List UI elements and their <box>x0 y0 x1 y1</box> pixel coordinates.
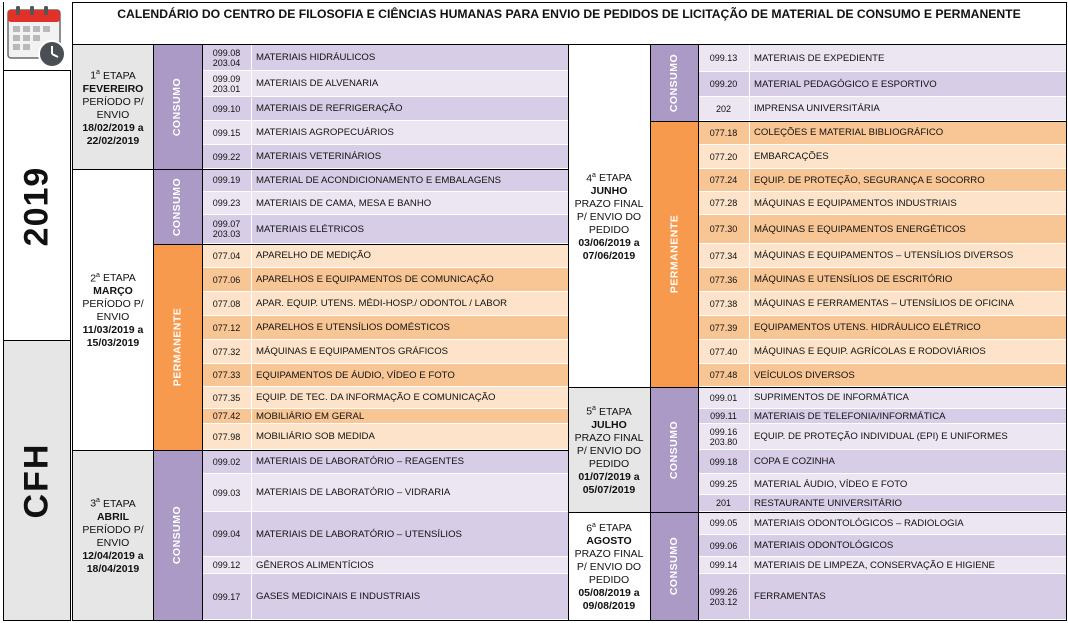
left-code-cell: 099.23 <box>202 192 252 215</box>
etapa-heading <box>586 519 632 536</box>
grid-line <box>3 620 71 621</box>
etapa-word: ETAPA <box>102 69 136 82</box>
grid-line <box>3 340 71 341</box>
left-code-cell: 077.08 <box>202 292 252 316</box>
grid-line <box>698 44 699 621</box>
etapa-month: AGOSTO <box>586 535 632 548</box>
etapa-line3: PEDIDO <box>588 457 630 470</box>
right-code-cell: 077.20 <box>698 145 750 169</box>
left-code-cell: 077.42 <box>202 409 252 424</box>
etapa-word: ETAPA <box>598 172 632 185</box>
side-panel-year <box>4 72 70 340</box>
left-category-cell: MATERIAIS DE LABORATÓRIO – VIDRARIA <box>252 474 568 512</box>
page-title: CALENDÁRIO DO CENTRO DE FILOSOFIA E CIÊNCIAS HUMANAS PARA ENVIO DE PEDIDOS DE LICITAÇÃO DE MATERIAL DE CONSUMO E PERMANENTE <box>117 7 1021 21</box>
etapa-line2: P/ ENVIO DO <box>576 444 642 457</box>
permanente-group-label-text: PERMANENTE <box>668 214 681 294</box>
etapa-line1: PRAZO FINAL <box>574 198 644 211</box>
etapa-heading <box>586 169 632 186</box>
code-line: 099.26 <box>709 586 738 597</box>
left-code-cell: 077.06 <box>202 268 252 292</box>
etapa-cell-2 <box>73 169 153 450</box>
right-category-cell: MÁQUINAS E EQUIPAMENTOS – UTENSÍLIOS DIVERSOS <box>750 244 1066 268</box>
code-line: 203.12 <box>709 596 738 607</box>
left-code-cell: 077.04 <box>202 244 252 268</box>
left-code-cell: 099.15 <box>202 121 252 145</box>
right-category-cell: IMPRENSA UNIVERSITÁRIA <box>750 97 1066 121</box>
consumo-group-label <box>650 45 698 121</box>
grid-line <box>70 70 71 621</box>
etapa-d1: 18/02/2019 a <box>82 121 144 134</box>
left-category-cell: APARELHOS E UTENSÍLIOS DOMÉSTICOS <box>252 316 568 340</box>
code-line: 099.07 <box>212 219 241 229</box>
left-category-cell: GASES MEDICINAIS E INDUSTRIAIS <box>252 574 568 620</box>
etapa-word: ETAPA <box>102 497 136 510</box>
grid-line <box>568 44 569 621</box>
etapa-d2: 05/07/2019 <box>582 483 636 496</box>
etapa-number: 4 <box>586 172 593 185</box>
grid-line <box>3 70 71 71</box>
right-category-cell: COLEÇÕES E MATERIAL BIBLIOGRÁFICO <box>750 121 1066 145</box>
grid-line <box>650 44 651 621</box>
grid-line <box>202 44 203 621</box>
left-category-cell: EQUIPAMENTOS DE ÁUDIO, VÍDEO E FOTO <box>252 364 568 387</box>
left-category-cell: MOBILIÁRIO SOB MEDIDA <box>252 424 568 450</box>
left-code-cell: 077.98 <box>202 424 252 450</box>
right-category-cell: MÁQUINAS E UTENSÍLIOS DE ESCRITÓRIO <box>750 268 1066 292</box>
etapa-number: 6 <box>586 522 593 535</box>
right-category-cell: MATERIAIS ODONTOLÓGICOS – RADIOLOGIA <box>750 512 1066 535</box>
etapa-month: FEVEREIRO <box>82 82 144 95</box>
etapa-d2: 18/04/2019 <box>86 562 140 575</box>
left-category-cell: MÁQUINAS E EQUIPAMENTOS GRÁFICOS <box>252 340 568 364</box>
etapa-line2: P/ ENVIO DO <box>576 211 642 224</box>
etapa-line1: PERÍODO P/ <box>82 95 144 108</box>
right-category-cell: RESTAURANTE UNIVERSITÁRIO <box>750 495 1066 512</box>
etapa-d1: 12/04/2019 a <box>82 549 144 562</box>
right-code-cell: 099.05 <box>698 512 750 535</box>
etapa-line1: PERÍODO P/ <box>82 523 144 536</box>
consumo-group-label-text: CONSUMO <box>668 420 680 479</box>
right-category-cell: EQUIP. DE PROTEÇÃO, SEGURANÇA E SOCORRO <box>750 169 1066 192</box>
right-category-cell: COPA E COZINHA <box>750 450 1066 474</box>
grid-line <box>153 44 154 621</box>
grid-line <box>568 512 650 513</box>
etapa-line2: ENVIO <box>96 311 130 324</box>
etapa-word: ETAPA <box>598 405 632 418</box>
left-category-cell: MATERIAIS AGROPECUÁRIOS <box>252 121 568 145</box>
right-code-cell: 099.25 <box>698 474 750 495</box>
right-code-cell: 077.38 <box>698 292 750 316</box>
right-code-cell: 077.24 <box>698 169 750 192</box>
grid-line <box>153 450 568 451</box>
left-category-cell: MATERIAIS DE CAMA, MESA E BANHO <box>252 192 568 215</box>
left-category-cell: MATERIAIS DE REFRIGERAÇÃO <box>252 97 568 121</box>
consumo-group-label-text: CONSUMO <box>171 177 184 236</box>
etapa-d2: 22/02/2019 <box>86 134 140 147</box>
code-line: 203.04 <box>212 57 241 68</box>
etapa-number: 5 <box>586 405 593 418</box>
left-code-cell: 077.33 <box>202 364 252 387</box>
right-category-cell: MATERIAL ÁUDIO, VÍDEO E FOTO <box>750 474 1066 495</box>
etapa-cell-1 <box>73 45 153 169</box>
unit-label: CFH <box>17 442 56 518</box>
consumo-group-label-text: CONSUMO <box>668 53 680 113</box>
consumo-group-label <box>153 169 202 244</box>
etapa-ordinal: a <box>592 521 596 529</box>
left-category-cell: MATERIAIS HIDRÁULICOS <box>252 45 568 71</box>
code-line: 099.08 <box>212 47 241 58</box>
grid-line <box>650 512 1066 513</box>
right-code-cell: 077.48 <box>698 364 750 387</box>
left-code-cell <box>202 71 252 97</box>
right-code-cell: 077.40 <box>698 340 750 364</box>
etapa-line3: PEDIDO <box>588 574 630 587</box>
left-category-cell: MATERIAIS ELÉTRICOS <box>252 215 568 244</box>
etapa-word: ETAPA <box>102 272 136 285</box>
etapa-ordinal: a <box>592 405 596 413</box>
left-category-cell: APARELHOS E EQUIPAMENTOS DE COMUNICAÇÃO <box>252 268 568 292</box>
left-code-cell <box>202 45 252 71</box>
right-category-cell: EQUIPAMENTOS UTENS. HIDRÁULICO ELÉTRICO <box>750 316 1066 340</box>
etapa-d1: 05/08/2019 a <box>578 587 640 600</box>
consumo-group-label-text: CONSUMO <box>171 505 184 565</box>
code-line: 099.09 <box>212 73 241 84</box>
left-category-cell: APAR. EQUIP. UTENS. MÉDI-HOSP./ ODONTOL / LABOR <box>252 292 568 316</box>
right-code-cell: 099.20 <box>698 72 750 97</box>
right-code-cell: 077.30 <box>698 215 750 244</box>
right-category-cell: MATERIAIS DE LIMPEZA, CONSERVAÇÃO E HIGIENE <box>750 557 1066 574</box>
etapa-ordinal: a <box>592 171 596 179</box>
right-code-cell: 077.39 <box>698 316 750 340</box>
right-category-cell: MÁQUINAS E EQUIPAMENTOS INDUSTRIAIS <box>750 192 1066 215</box>
right-code-cell: 077.28 <box>698 192 750 215</box>
consumo-group-label <box>153 450 202 620</box>
left-code-cell <box>202 215 252 244</box>
grid-line <box>72 620 1067 621</box>
right-category-cell: MATERIAIS ODONTOLÓGICOS <box>750 535 1066 557</box>
etapa-cell-5 <box>568 387 650 512</box>
grid-line <box>650 121 1066 122</box>
etapa-line1: PERÍODO P/ <box>82 298 144 311</box>
etapa-d1: 01/07/2019 a <box>578 470 640 483</box>
right-code-cell: 077.18 <box>698 121 750 145</box>
right-code-cell: 099.01 <box>698 387 750 409</box>
calendar-icon <box>4 4 70 70</box>
etapa-month: JULHO <box>591 418 627 431</box>
code-line: 203.03 <box>212 229 241 239</box>
right-category-cell: MÁQUINAS E EQUIP. AGRÍCOLAS E RODOVIÁRIOS <box>750 340 1066 364</box>
grid-line <box>73 169 153 170</box>
right-code-cell: 099.06 <box>698 535 750 557</box>
etapa-heading <box>90 269 136 286</box>
left-code-cell: 077.12 <box>202 316 252 340</box>
grid-line <box>72 44 1067 45</box>
grid-line <box>72 2 1067 3</box>
grid-line <box>568 387 650 388</box>
etapa-cell-3 <box>73 450 153 620</box>
grid-line <box>72 2 73 621</box>
code-line: 203.01 <box>212 83 241 94</box>
etapa-d2: 09/08/2019 <box>582 600 636 613</box>
right-code-cell: 202 <box>698 97 750 121</box>
etapa-word: ETAPA <box>598 522 632 535</box>
left-category-cell: MATERIAL DE ACONDICIONAMENTO E EMBALAGENS <box>252 169 568 192</box>
etapa-line1: PRAZO FINAL <box>574 548 644 561</box>
left-code-cell: 099.22 <box>202 145 252 169</box>
right-code-cell <box>698 424 750 450</box>
permanente-group-label-text: PERMANENTE <box>171 307 184 387</box>
consumo-group-label <box>153 45 202 169</box>
permanente-group-label <box>153 244 202 450</box>
left-code-cell: 077.35 <box>202 387 252 409</box>
etapa-number: 3 <box>90 497 97 510</box>
grid-line <box>1066 2 1067 621</box>
left-category-cell: MATERIAIS VETERINÁRIOS <box>252 145 568 169</box>
right-code-cell: 099.18 <box>698 450 750 474</box>
etapa-d1: 03/06/2019 a <box>578 237 640 250</box>
grid-line <box>650 387 1066 388</box>
etapa-d1: 11/03/2019 a <box>82 324 144 337</box>
etapa-month: JUNHO <box>590 185 628 198</box>
right-category-cell: MÁQUINAS E FERRAMENTAS – UTENSÍLIOS DE OFICINA <box>750 292 1066 316</box>
consumo-group-label-text: CONSUMO <box>668 536 680 596</box>
right-code-cell: 077.36 <box>698 268 750 292</box>
left-category-cell: MATERIAIS DE LABORATÓRIO – REAGENTES <box>252 450 568 474</box>
etapa-cell-6 <box>568 512 650 620</box>
left-code-cell: 099.04 <box>202 512 252 557</box>
right-code-cell: 099.14 <box>698 557 750 574</box>
etapa-line2: ENVIO <box>96 108 130 121</box>
consumo-group-label-text: CONSUMO <box>171 77 184 137</box>
grid-line <box>3 2 4 621</box>
left-category-cell: MOBILIÁRIO EM GERAL <box>252 409 568 424</box>
right-code-cell <box>698 574 750 620</box>
right-category-cell: MÁQUINAS E EQUIPAMENTOS ENERGÉTICOS <box>750 215 1066 244</box>
etapa-ordinal: a <box>96 497 100 505</box>
code-line: 203.80 <box>709 436 738 447</box>
etapa-d2: 15/03/2019 <box>86 337 140 350</box>
left-code-cell: 099.02 <box>202 450 252 474</box>
left-code-cell: 099.17 <box>202 574 252 620</box>
etapa-d2: 07/06/2019 <box>582 250 636 263</box>
right-category-cell: MATERIAL PEDAGÓGICO E ESPORTIVO <box>750 72 1066 97</box>
etapa-heading <box>90 494 136 511</box>
etapa-number: 2 <box>90 272 97 285</box>
right-category-cell: EMBARCAÇÕES <box>750 145 1066 169</box>
etapa-month: MARÇO <box>93 285 133 298</box>
etapa-line2: P/ ENVIO DO <box>576 561 642 574</box>
consumo-group-label <box>650 387 698 512</box>
left-category-cell: EQUIP. DE TEC. DA INFORMAÇÃO E COMUNICAÇÃO <box>252 387 568 409</box>
etapa-number: 1 <box>90 69 97 82</box>
right-category-cell: FERRAMENTAS <box>750 574 1066 620</box>
right-code-cell: 201 <box>698 495 750 512</box>
left-category-cell: MATERIAIS DE LABORATÓRIO – UTENSÍLIOS <box>252 512 568 557</box>
left-category-cell: APARELHO DE MEDIÇÃO <box>252 244 568 268</box>
etapa-ordinal: a <box>96 69 100 77</box>
etapa-line3: PEDIDO <box>588 224 630 237</box>
etapa-heading <box>586 402 632 419</box>
left-category-cell: GÊNEROS ALIMENTÍCIOS <box>252 557 568 574</box>
left-code-cell: 099.12 <box>202 557 252 574</box>
right-code-cell: 099.13 <box>698 45 750 72</box>
year-label: 2019 <box>17 166 56 246</box>
left-code-cell: 099.19 <box>202 169 252 192</box>
permanente-group-label <box>650 121 698 387</box>
right-category-cell: MATERIAIS DE EXPEDIENTE <box>750 45 1066 72</box>
grid-line <box>153 169 568 170</box>
etapa-ordinal: a <box>96 271 100 279</box>
etapa-heading <box>90 66 136 83</box>
etapa-month: ABRIL <box>96 510 130 523</box>
right-code-cell: 077.34 <box>698 244 750 268</box>
code-line: 099.16 <box>709 426 738 437</box>
etapa-line2: ENVIO <box>96 536 130 549</box>
side-panel-unit <box>4 340 70 620</box>
grid-line <box>73 450 153 451</box>
left-code-cell: 099.10 <box>202 97 252 121</box>
left-code-cell: 077.32 <box>202 340 252 364</box>
right-code-cell: 099.11 <box>698 409 750 424</box>
right-category-cell: VEÍCULOS DIVERSOS <box>750 364 1066 387</box>
left-category-cell: MATERIAIS DE ALVENARIA <box>252 71 568 97</box>
grid-line <box>153 244 568 245</box>
consumo-group-label <box>650 512 698 620</box>
etapa-line1: PRAZO FINAL <box>574 431 644 444</box>
right-category-cell: MATERIAIS DE TELEFONIA/INFORMÁTICA <box>750 409 1066 424</box>
right-category-cell: EQUIP. DE PROTEÇÃO INDIVIDUAL (EPI) E UNIFORMES <box>750 424 1066 450</box>
right-category-cell: SUPRIMENTOS DE INFORMÁTICA <box>750 387 1066 409</box>
etapa-cell-4 <box>568 45 650 387</box>
left-code-cell: 099.03 <box>202 474 252 512</box>
